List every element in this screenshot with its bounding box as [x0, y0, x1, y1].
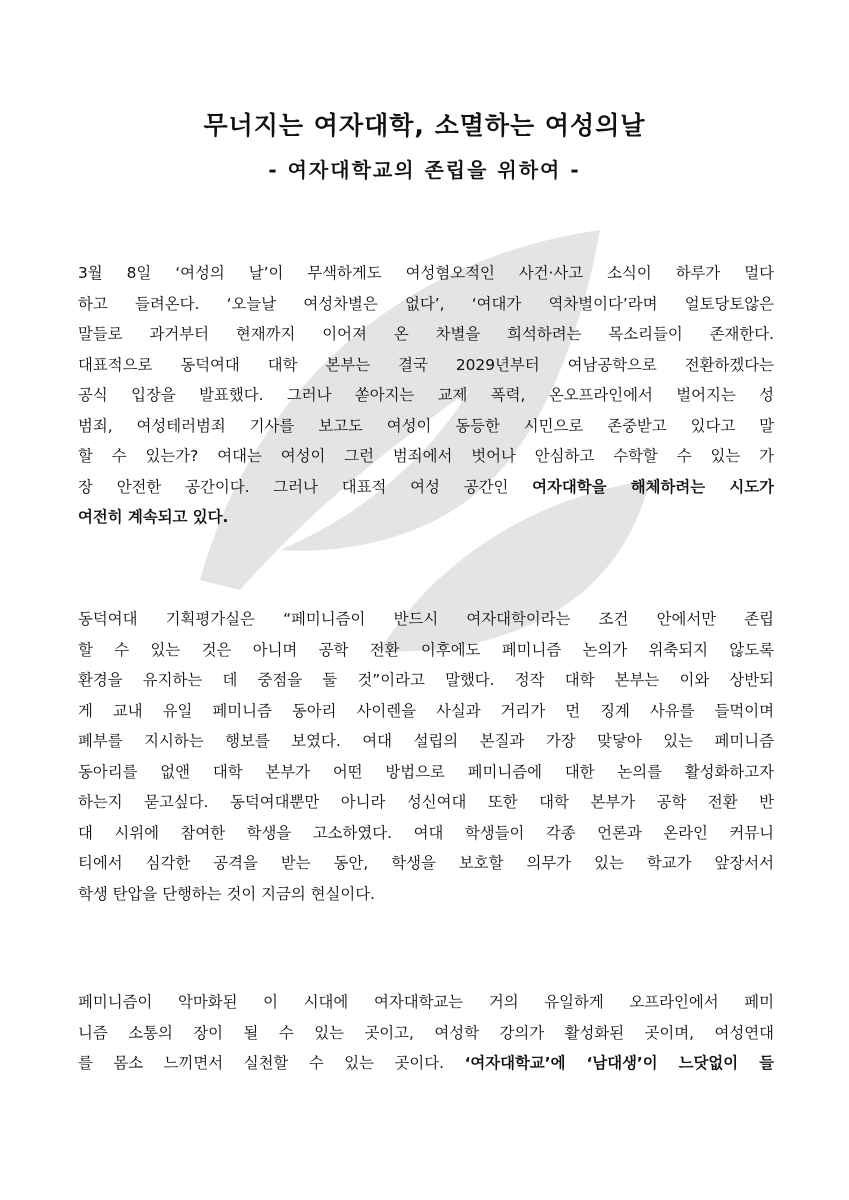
- paragraph-2: [78, 604, 774, 909]
- text-line: 할 수 있는 것은 아니며 공학 전환 이후에도 페미니즘 논의가 위축되지 않도록: [78, 640, 774, 659]
- text-line: 3월 8일 ‘여성의 날’이 무색하게도 여성혐오적인 사건·사고 소식이 하루가 멀다: [78, 264, 774, 282]
- text-line: 말들로 과거부터 현재까지 이어져 온 차별을 희석하려는 목소리들이 존재한다.: [78, 325, 774, 343]
- text-line: 범죄, 여성테러범죄 기사를 보고도 여성이 동등한 시민으로 존중받고 있다고 말: [78, 416, 774, 435]
- emphasis-text: ‘여자대학교’에 ‘남대생’이 느닷없이 들: [464, 1054, 774, 1072]
- text-line: 페미니즘이 악마화된 이 시대에 여자대학교는 거의 유일하게 오프라인에서 페미: [78, 993, 774, 1011]
- text-line-mixed: [78, 472, 774, 503]
- text-line: 티에서 심각한 공격을 받는 동안, 학생을 보호할 의무가 있는 학교가 앞장서서: [78, 854, 774, 872]
- text-line: 동덕여대 기획평가실은 “페미니즘이 반드시 여자대학이라는 조건 안에서만 존립: [78, 610, 774, 628]
- document-subtitle: - 여자대학교의 존립을 위하여 -: [268, 158, 581, 182]
- text-line: 하는지 묻고싶다. 동덕여대뿐만 아니라 성신여대 또한 대학 본부가 공학 전환 반: [78, 793, 774, 811]
- text-line: 환경을 유지하는 데 중점을 둘 것”이라고 말했다. 정작 대학 본부는 이와 상반되: [78, 671, 774, 689]
- text-line: 대 시위에 참여한 학생을 고소하였다. 여대 학생들이 각종 언론과 온라인 커뮤니: [78, 823, 774, 842]
- text-line: 대표적으로 동덕여대 대학 본부는 결국 2029년부터 여남공학으로 전환하겠다는: [78, 355, 774, 374]
- text-run: 장 안전한 공간이다. 그러나 대표적 여성 공간인: [78, 477, 533, 496]
- text-run: 를 몸소 느끼면서 실천할 수 있는 곳이다.: [78, 1054, 465, 1072]
- paragraph-1: [78, 258, 774, 533]
- text-line: 하고 들려온다. ‘오늘날 여성차별은 없다’, ‘여대가 역차별이다’라며 얼토당토않은: [78, 294, 774, 313]
- text-line: 학생 탄압을 단행하는 것이 지금의 현실이다.: [78, 884, 375, 903]
- text-line: 니즘 소통의 장이 될 수 있는 곳이고, 여성학 강의가 활성화된 곳이며, 여성연대: [78, 1023, 774, 1042]
- document-title: 무너지는 여자대학, 소멸하는 여성의날: [203, 111, 646, 140]
- emphasis-text: 여자대학을 해체하려는 시도가: [532, 477, 774, 496]
- text-line: 동아리를 없앤 대학 본부가 어떤 방법으로 페미니즘에 대한 논의를 활성화하고자: [78, 762, 774, 781]
- text-line: 공식 입장을 발표했다. 그러나 쏟아지는 교제 폭력, 온오프라인에서 벌어지는 성: [78, 386, 774, 404]
- text-line: 폐부를 지시하는 행보를 보였다. 여대 설립의 본질과 가장 맞닿아 있는 페미니즘: [78, 732, 774, 750]
- title-block: [0, 108, 849, 186]
- text-line-mixed: [78, 1048, 774, 1079]
- emphasis-text: 여전히 계속되고 있다.: [78, 508, 229, 526]
- text-line: 게 교내 유일 페미니즘 동아리 사이렌을 사실과 거리가 먼 징계 사유를 들먹이며: [78, 701, 774, 720]
- paragraph-3: [78, 987, 774, 1079]
- text-line: 할 수 있는가? 여대는 여성이 그런 범죄에서 벗어나 안심하고 수학할 수 있는 가: [78, 447, 774, 465]
